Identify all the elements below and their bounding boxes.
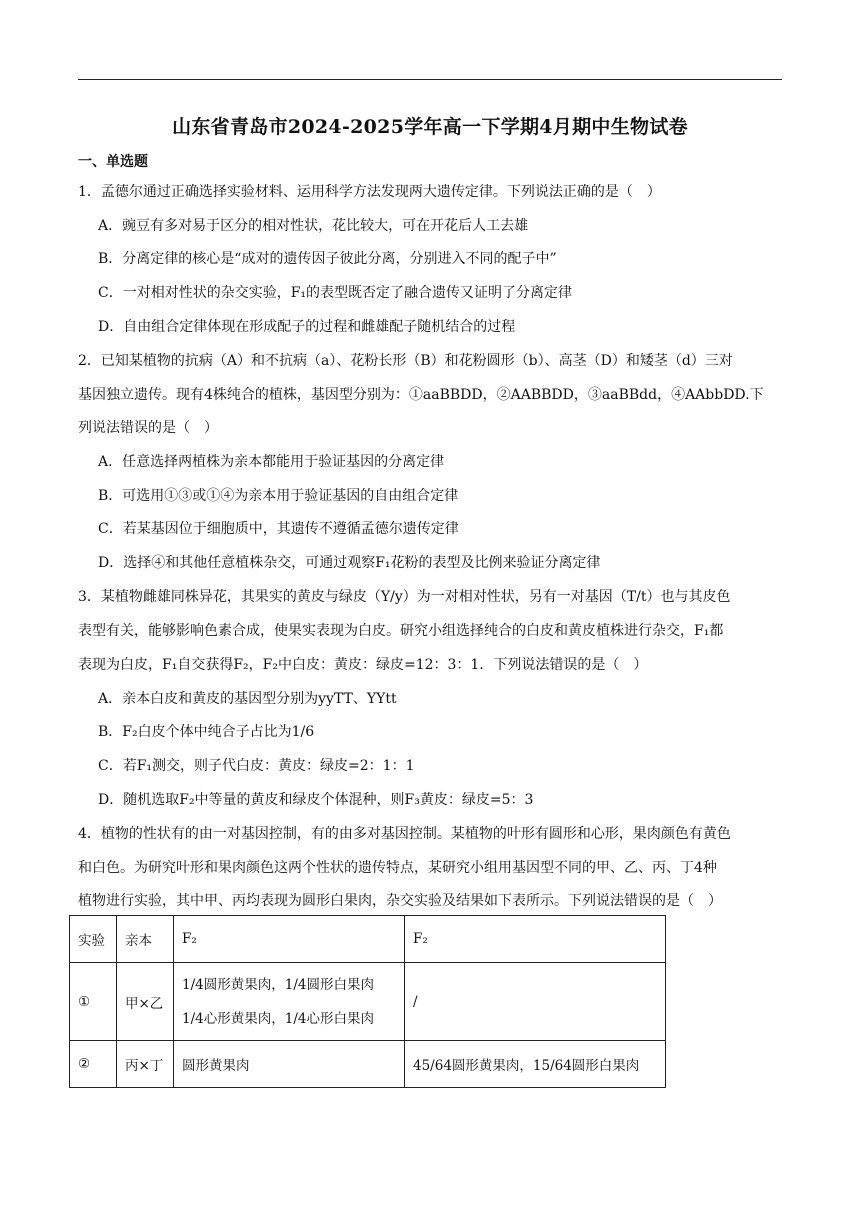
- header-cell-parents: 亲本: [117, 916, 174, 963]
- option-text-line: B．可选用①③或①④为亲本用于验证基因的自由组合定律: [98, 488, 459, 504]
- cell-experiment: ①: [70, 963, 117, 1041]
- header-cell-f2: F₂: [174, 916, 405, 963]
- question-text-line: 2．已知某植物的抗病（A）和不抗病（a）、花粉长形（B）和花粉圆形（b）、高茎（D）和矮茎（d）三对: [78, 353, 733, 369]
- option-text-line: C．若某基因位于细胞质中，其遗传不遵循孟德尔遗传定律: [98, 521, 459, 537]
- option-text-line: A．豌豆有多对易于区分的相对性状，花比较大，可在开花后人工去雄: [98, 218, 529, 234]
- option-text-line: D．自由组合定律体现在形成配子的过程和雌雄配子随机结合的过程: [98, 319, 516, 335]
- section-heading: 一、单选题: [78, 154, 148, 170]
- option-text-line: D．选择④和其他任意植株杂交，可通过观察F₁花粉的表型及比例来验证分离定律: [98, 555, 601, 571]
- table-row: [70, 963, 666, 1041]
- option-text-line: C．若F₁测交，则子代白皮：黄皮：绿皮=2：1：1: [98, 758, 415, 774]
- cell-parents: 丙×丁: [117, 1041, 174, 1088]
- page-title: 山东省青岛市2024-2025学年高一下学期4月期中生物试卷: [172, 116, 688, 138]
- question-text-line: 4．植物的性状有的由一对基因控制，有的由多对基因控制。某植物的叶形有圆形和心形，果肉颜色有黄色: [78, 826, 731, 842]
- option-text-line: A．任意选择两植株为亲本都能用于验证基因的分离定律: [98, 454, 445, 470]
- option-text-line: B．分离定律的核心是“成对的遗传因子彼此分离，分别进入不同的配子中”: [98, 251, 557, 267]
- question-text-line: 植物进行实验，其中甲、丙均表现为圆形白果肉，杂交实验及结果如下表所示。下列说法错误的是（ ）: [78, 893, 722, 909]
- table-header-row: [70, 916, 666, 963]
- option-text-line: B．F₂白皮个体中纯合子占比为1/6: [98, 724, 315, 740]
- question-text-line: 和白色。为研究叶形和果肉颜色这两个性状的遗传特点，某研究小组用基因型不同的甲、乙、丙、丁4种: [78, 860, 717, 876]
- header-cell-f2-second: F₂: [405, 916, 666, 963]
- cell-f2-second: 45/64圆形黄果肉，15/64圆形白果肉: [405, 1041, 666, 1088]
- cell-f2-second: /: [405, 963, 666, 1041]
- question-text-line: 表型有关，能够影响色素合成，使果实表现为白皮。研究小组选择纯合的白皮和黄皮植株进行杂交，F₁都: [78, 623, 724, 639]
- cell-f2-line: 1/4心形黄果肉，1/4心形白果肉: [182, 1010, 374, 1027]
- cell-f2-line: 1/4圆形黄果肉，1/4圆形白果肉: [182, 976, 374, 993]
- question-text-line: 3．某植物雌雄同株异花，其果实的黄皮与绿皮（Y/y）为一对相对性状，另有一对基因（T/t）也与其皮色: [78, 589, 731, 605]
- cell-parents: 甲×乙: [117, 963, 174, 1041]
- option-text-line: D．随机选取F₂中等量的黄皮和绿皮个体混种，则F₃黄皮：绿皮=5：3: [98, 792, 534, 808]
- question-text-line: 基因独立遗传。现有4株纯合的植株，基因型分别为：①aaBBDD，②AABBDD，③aaBBdd，④AAbbDD.下: [78, 387, 764, 403]
- question-text-line: 表现为白皮，F₁自交获得F₂，F₂中白皮：黄皮：绿皮=12：3：1．下列说法错误的是（ ）: [78, 657, 648, 673]
- cell-f2: 圆形黄果肉: [174, 1041, 405, 1088]
- question-text-line: 1．孟德尔通过正确选择实验材料、运用科学方法发现两大遗传定律。下列说法正确的是（ ）: [78, 184, 661, 200]
- cell-experiment: ②: [70, 1041, 117, 1088]
- header-cell-experiment: 实验: [70, 916, 117, 963]
- question-text-line: 列说法错误的是（ ）: [78, 420, 218, 436]
- header-rule: [78, 79, 782, 80]
- option-text-line: A．亲本白皮和黄皮的基因型分别为yyTT、YYtt: [98, 691, 397, 707]
- option-text-line: C．一对相对性状的杂交实验，F₁的表型既否定了融合遗传又证明了分离定律: [98, 285, 573, 301]
- table-row: [70, 1041, 666, 1088]
- results-table: [69, 915, 666, 1088]
- cell-f2: [174, 963, 405, 1041]
